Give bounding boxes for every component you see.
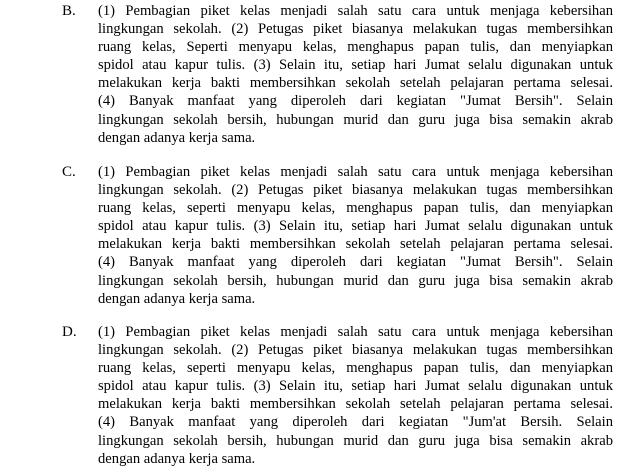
paragraph-line: dengan adanya kerja sama. [98, 129, 256, 146]
paragraph-line: lingkungan sekolah bersih, hubungan murid dan guru juga bisa semakin akrab [98, 272, 613, 289]
paragraph-line: (1) Pembagian piket kelas menjadi salah satu cara untuk menjaga kebersihan [98, 3, 613, 19]
paragraph-line: lingkungan sekolah bersih, hubungan murid dan guru juga bisa semakin akrab [98, 432, 613, 449]
paragraph-line: (1) Pembagian piket kelas menjadi salah satu cara untuk menjaga kebersihan [98, 164, 613, 180]
paragraph-line: dengan adanya kerja sama. [98, 450, 256, 467]
paragraph-line: (1) Pembagian piket kelas menjadi salah satu cara untuk menjaga kebersihan [98, 324, 613, 340]
paragraph-line: spidol atau kapur tulis. (3) Selain itu, setiap hari Jumat selalu digunakan untuk [98, 218, 613, 235]
option-letter: D. [62, 324, 77, 340]
paragraph-line: ruang kelas, seperti menyapu kelas, menghapus papan tulis, dan menyiapkan [98, 200, 613, 217]
paragraph-line: lingkungan sekolah. (2) Petugas piket biasanya melakukan tugas membersihkan [98, 21, 613, 38]
paragraph-line: ruang kelas, seperti menyapu kelas, menghapus papan tulis, dan menyiapkan [98, 360, 613, 377]
paragraph-line: spidol atau kapur tulis. (3) Selain itu, setiap hari Jumat selalu digunakan untuk [98, 378, 613, 395]
option-letter: C. [62, 164, 76, 180]
option-paragraph [98, 2, 613, 147]
paragraph-line: lingkungan sekolah bersih, hubungan murid dan guru juga bisa semakin akrab [98, 111, 613, 128]
paragraph-line: dengan adanya kerja sama. [98, 290, 256, 307]
paragraph-line: melakukan kerja bakti membersihkan sekolah setelah pelajaran pertama selesai. [98, 75, 613, 92]
paragraph-line: (4) Banyak manfaat yang diperoleh dari kegiatan "Jumat Bersih". Selain [98, 93, 613, 110]
option-letter: B. [62, 3, 76, 19]
paragraph-line: (4) Banyak manfaat yang diperoleh dari kegiatan "Jum'at Bersih. Selain [98, 414, 613, 431]
paragraph-line: lingkungan sekolah. (2) Petugas piket biasanya melakukan tugas membersihkan [98, 182, 613, 199]
paragraph-line: (4) Banyak manfaat yang diperoleh dari kegiatan "Jumat Bersih". Selain [98, 254, 613, 271]
paragraph-line: spidol atau kapur tulis. (3) Selain itu, setiap hari Jumat selalu digunakan untuk [98, 57, 613, 74]
option-paragraph [98, 163, 613, 308]
paragraph-line: melakukan kerja bakti membersihkan sekolah setelah pelajaran pertama selesai. [98, 236, 613, 253]
paragraph-line: lingkungan sekolah. (2) Petugas piket biasanya melakukan tugas membersihkan [98, 342, 613, 359]
paragraph-line: melakukan kerja bakti membersihkan sekolah setelah pelajaran pertama selesai. [98, 396, 613, 413]
option-paragraph [98, 323, 613, 468]
paragraph-line: ruang kelas, Seperti menyapu kelas, menghapus papan tulis, dan menyiapkan [98, 39, 613, 56]
